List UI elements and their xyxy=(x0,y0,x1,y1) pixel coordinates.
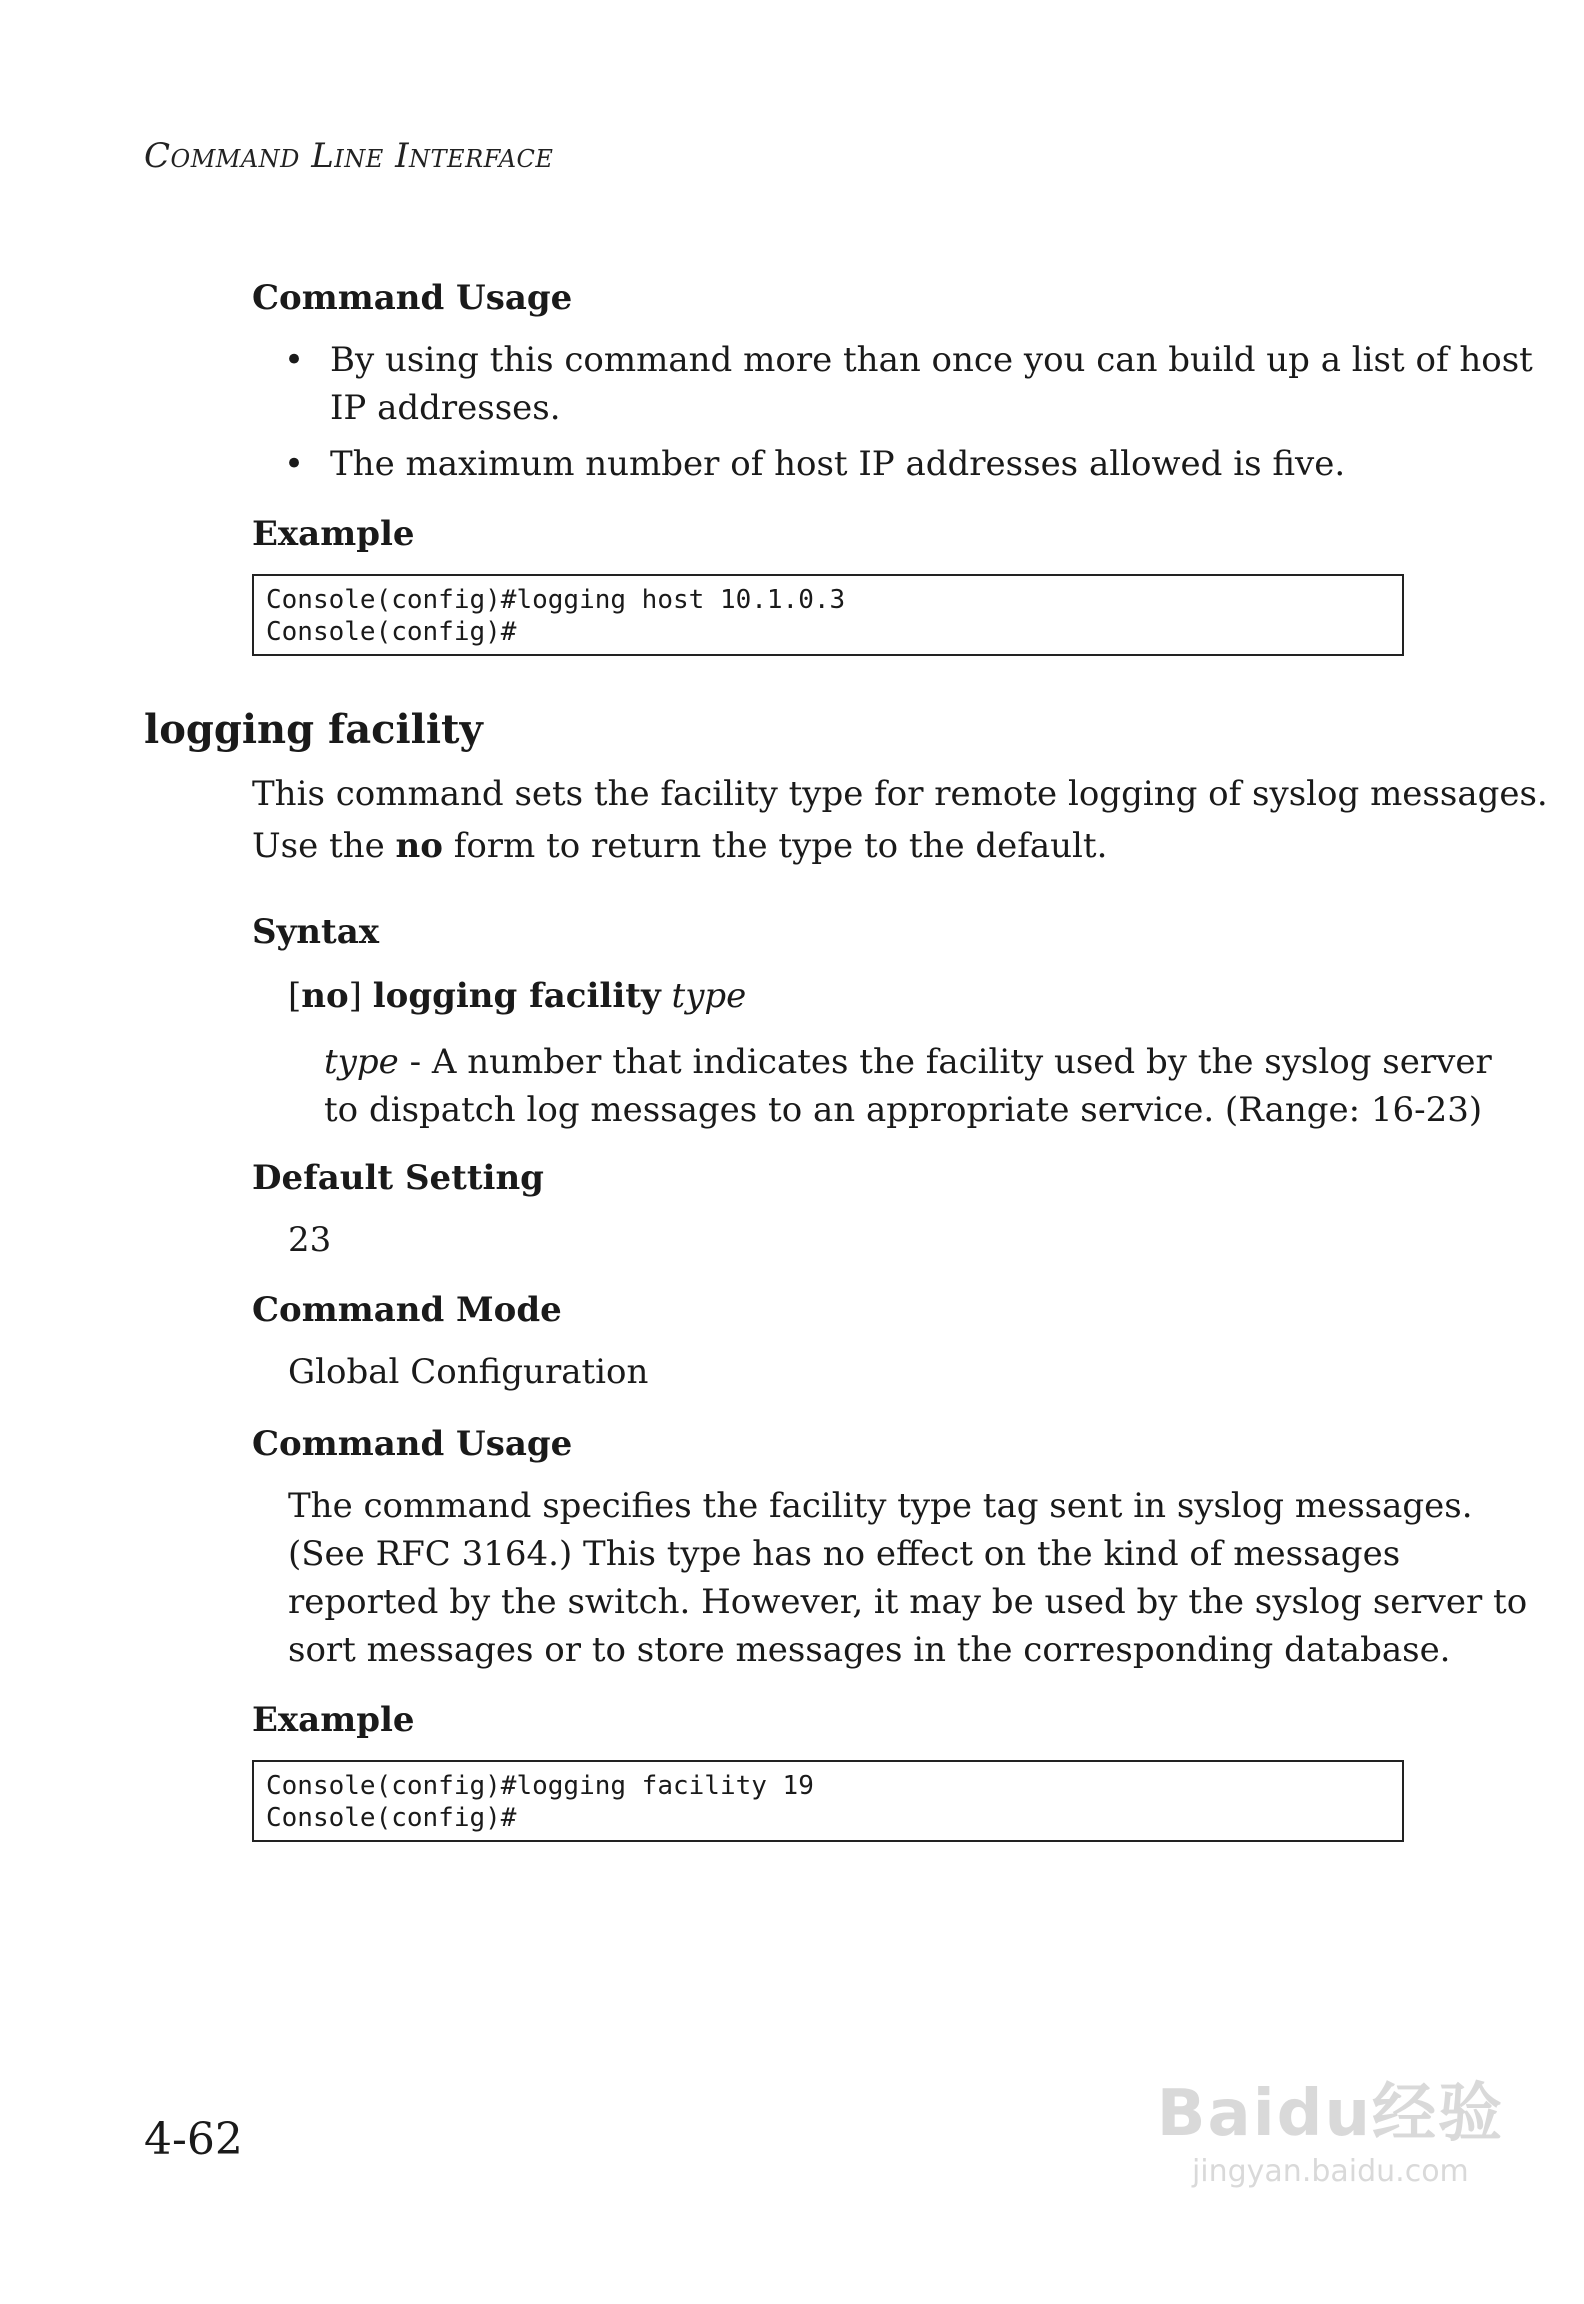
section-title: logging facility xyxy=(144,706,483,753)
usage-line: The command specifies the facility type tag sent in syslog messages. xyxy=(288,1486,1473,1526)
param-desc-line-1: type - A number that indicates the facility used by the syslog server xyxy=(324,1042,1492,1082)
command-mode-heading: Command Mode xyxy=(252,1290,562,1330)
watermark-url: jingyan.baidu.com xyxy=(1191,2154,1469,2189)
usage-bullet-1-cont: IP addresses. xyxy=(330,388,561,428)
bullet-icon: • xyxy=(284,444,305,484)
default-setting-value: 23 xyxy=(288,1220,332,1260)
example-heading: Example xyxy=(252,1700,415,1740)
code-line: Console(config)#logging facility 19 xyxy=(266,1771,814,1801)
watermark-logo: Baidu经验 xyxy=(1156,2077,1504,2151)
usage-bullet-1: By using this command more than once you can build up a list of host xyxy=(330,340,1533,380)
code-line: Console(config)#logging host 10.1.0.3 xyxy=(266,585,846,615)
usage-line: sort messages or to store messages in the corresponding database. xyxy=(288,1630,1451,1670)
code-example-box xyxy=(252,1760,1404,1842)
syntax-heading: Syntax xyxy=(252,912,380,952)
code-example-box xyxy=(252,574,1404,656)
syntax-line: [no] logging facility type xyxy=(288,976,747,1016)
command-usage-heading: Command Usage xyxy=(252,1424,573,1464)
description-line-1: This command sets the facility type for remote logging of syslog messages. xyxy=(252,774,1548,814)
example-heading: Example xyxy=(252,514,415,554)
default-setting-heading: Default Setting xyxy=(252,1158,544,1198)
bullet-icon: • xyxy=(284,340,305,380)
usage-bullet-2: The maximum number of host IP addresses allowed is five. xyxy=(330,444,1346,484)
usage-line: reported by the switch. However, it may be used by the syslog server to xyxy=(288,1582,1528,1622)
command-mode-value: Global Configuration xyxy=(288,1352,649,1392)
command-usage-heading: Command Usage xyxy=(252,278,573,318)
code-line: Console(config)# xyxy=(266,617,517,647)
watermark xyxy=(1157,2062,1504,2189)
usage-line: (See RFC 3164.) This type has no effect on the kind of messages xyxy=(288,1534,1401,1574)
running-head: Command Line Interface xyxy=(144,136,554,176)
param-desc-line-2: to dispatch log messages to an appropriate service. (Range: 16-23) xyxy=(324,1090,1483,1130)
page-number: 4-62 xyxy=(144,2114,243,2165)
description-line-2: Use the no form to return the type to the default. xyxy=(252,826,1108,866)
code-line: Console(config)# xyxy=(266,1803,517,1833)
